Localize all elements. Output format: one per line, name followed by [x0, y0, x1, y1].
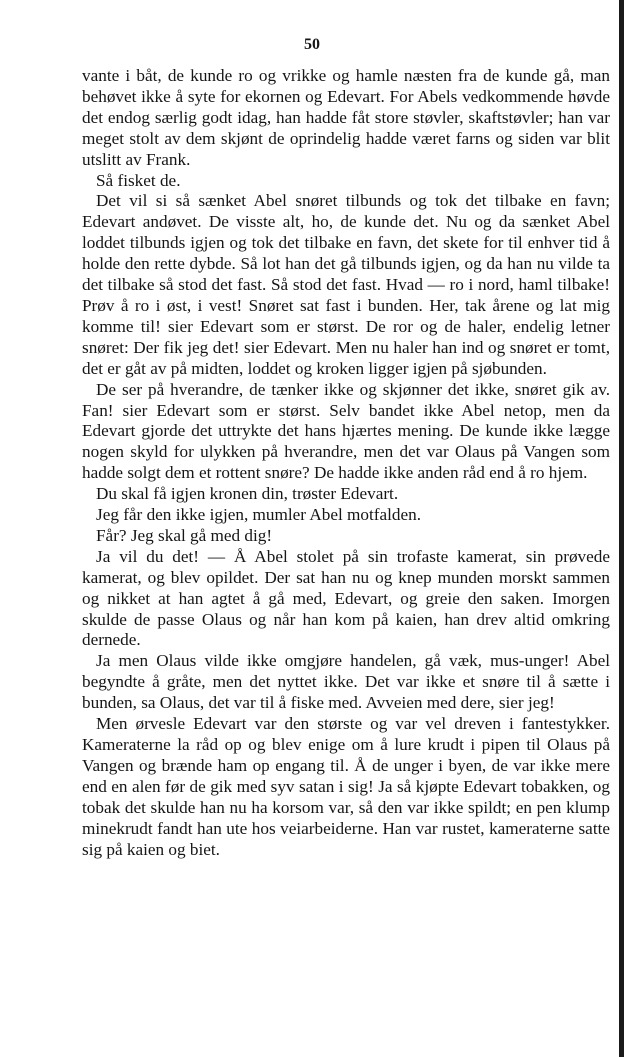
page-number: 50: [304, 36, 320, 53]
body-text: [82, 66, 610, 860]
paragraph: Men ørvesle Edevart var den største og var vel dreven i fantestykker. Kameraterne la råd op og blev enige om å lure krudt i pipen til Olaus på Vangen og brænde ham op engang til. Å de unger i byen, de var ikke mere end en alen før de gik med syv satan i sig! Ja så kjøpte Edevart tobakken, og tobak det skulde han nu ha korsom var, så den var ikke spildt; en pen klump minekrudt fandt han ute hos veiarbeiderne. Han var rustet, kameraterne satte sig på kaien og biet.: [82, 714, 610, 859]
paragraph: Får? Jeg skal gå med dig!: [96, 525, 273, 545]
paragraph: De ser på hverandre, de tænker ikke og skjønner det ikke, snøret gik av. Fan! sier Edevart som er størst. Selv bandet ikke Abel netop, men da Edevart gjorde det uttrykte det hans hjærtes mening. De kunde ikke lægge nogen skyld for ulykken på hverandre, men det var Olaus på Vangen som hadde solgt dem et rottent snøre? De hadde ikke anden råd end å ro hjem.: [82, 379, 610, 483]
paragraph: Ja vil du det! — Å Abel stolet på sin trofaste kamerat, sin prøvede kamerat, og blev opildet. Der sat han nu og knep munden morskt sammen og nikket at han agtet å gå med, Edevart, og greie den saken. Imorgen skulde de passe Olaus og når han kom på kaien, han drev altid omkring dernede.: [82, 546, 610, 650]
page-edge: [619, 0, 624, 1057]
paragraph: Det vil si så sænket Abel snøret tilbunds og tok det tilbake en favn; Edevart andøvet. De visste alt, ho, de kunde det. Nu og da sænket Abel loddet tilbunds igjen og tok det tilbake en favn, det skete for til enhver tid å holde den rette dybde. Så lot han det gå tilbunds igjen, og da han nu vilde ta det tilbake så stod det fast. Så stod det fast. Hvad — ro i nord, haml tilbake! Prøv å ro i øst, i vest! Snøret sat fast i bunden. Her, tak årene og lat mig komme til! sier Edevart som er størst. De ror og de haler, endelig letner snøret: Der fik jeg det! sier Edevart. Men nu haler han ind og snøret er tomt, det er gåt av på midten, loddet og kroken ligger igjen på sjøbunden.: [82, 191, 610, 378]
paragraph: Så fisket de.: [96, 170, 181, 190]
paragraph: Du skal få igjen kronen din, trøster Edevart.: [96, 484, 399, 504]
paragraph: Jeg får den ikke igjen, mumler Abel motfalden.: [96, 505, 422, 525]
paragraph: Ja men Olaus vilde ikke omgjøre handelen, gå væk, mus-unger! Abel begyndte å gråte, men det nyttet ikke. Det var ikke et snøre til å sætte i bunden, sa Olaus, det var til å fiske med. Avveien med dere, sier jeg!: [82, 651, 610, 713]
paragraph: vante i båt, de kunde ro og vrikke og hamle næsten fra de kunde gå, man behøvet ikke å syte for ekornen og Edevart. For Abels vedkommende høvde det endog særlig godt idag, han hadde fåt store støvler, skaftstøvler; han var meget stolt av dem skjønt de oprindelig hadde været farns og siden var blit utslitt av Frank.: [82, 66, 610, 169]
